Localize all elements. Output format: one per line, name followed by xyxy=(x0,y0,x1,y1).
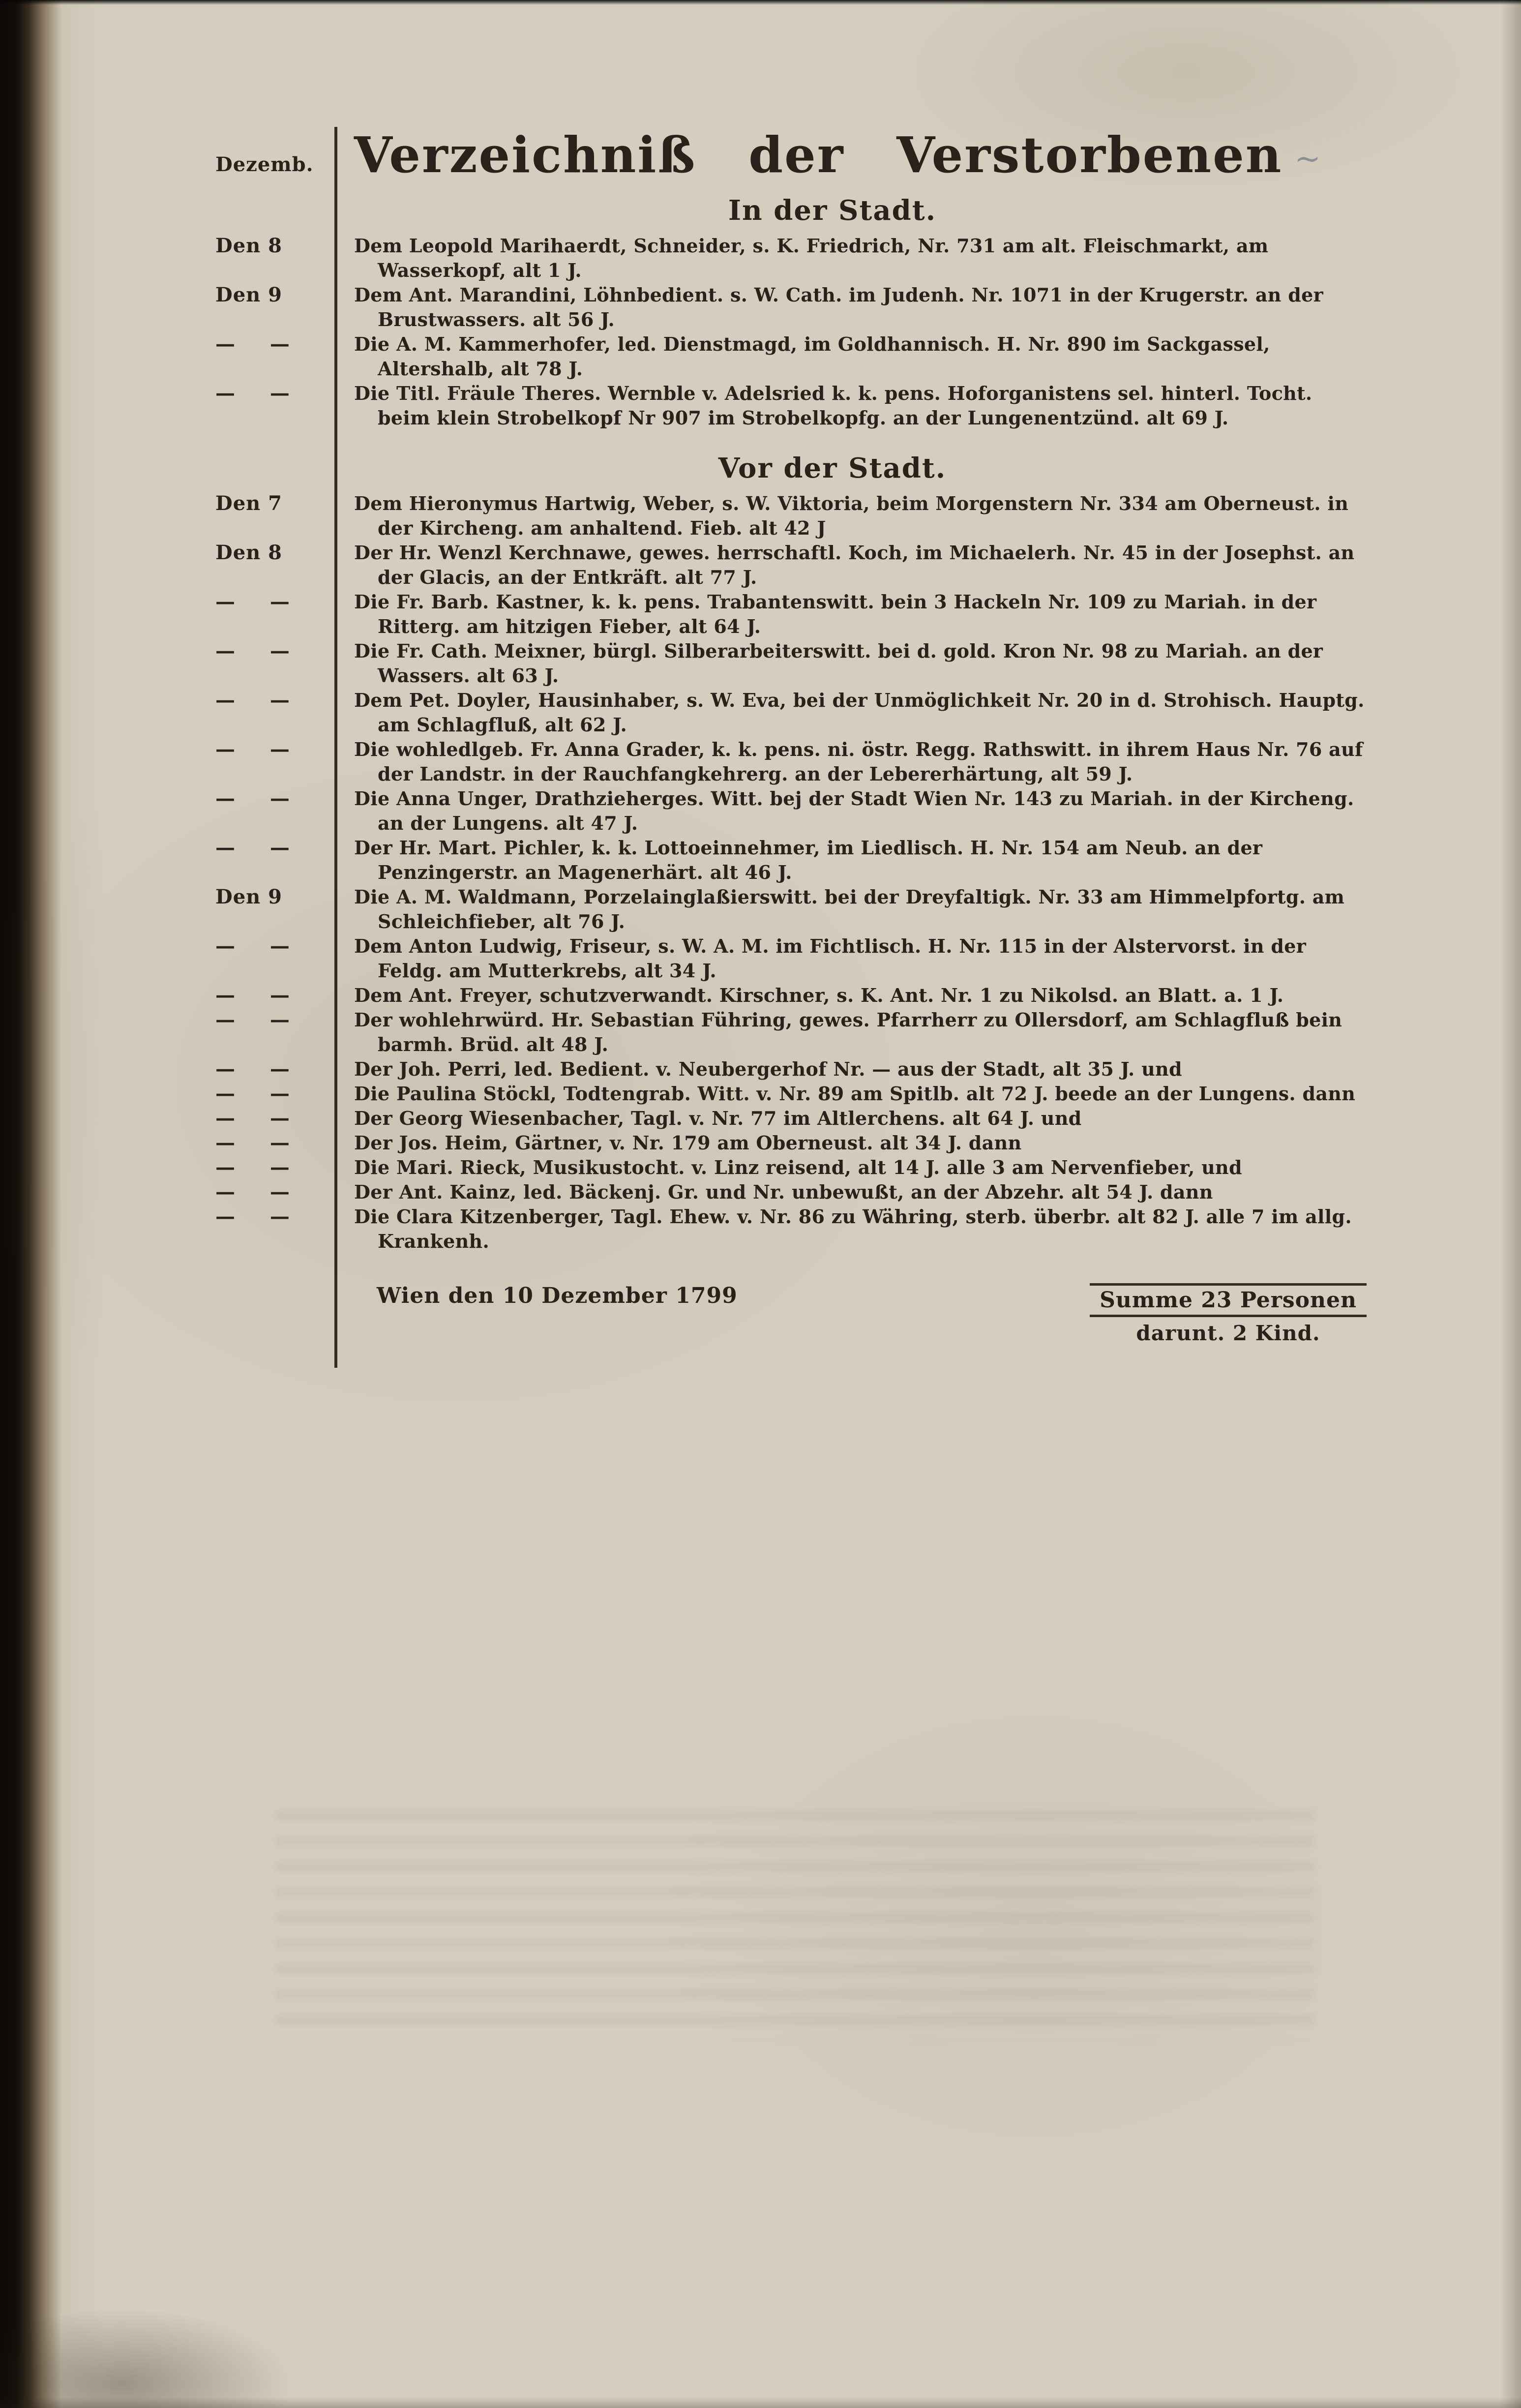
entry-text: Der Jos. Heim, Gärtner, v. Nr. 179 am Oberneust. alt 34 J. dann xyxy=(354,1132,1022,1154)
entry-date-ditto: — — xyxy=(215,738,290,761)
entry-text: Der Hr. Wenzl Kerchnawe, gewes. herrschaftl. Koch, im Michaelerh. Nr. 45 in der Josephst. an der Glacis, an der Entkräft. alt 77 J. xyxy=(354,542,1355,588)
header-row xyxy=(215,127,1373,183)
register-entry xyxy=(215,1131,1373,1155)
entry-date: Den 8 xyxy=(215,541,282,564)
entry-date-ditto: — — xyxy=(215,332,290,356)
date-spacer xyxy=(215,183,334,234)
entry-date-ditto: — — xyxy=(215,382,290,405)
entry-date-ditto: — — xyxy=(215,1057,290,1081)
register-entry xyxy=(215,491,1373,541)
entry-text: Die Clara Kitzenberger, Tagl. Ehew. v. Nr. 86 zu Währing, sterb. überbr. alt 82 J. alle 7 im allg. Krankenh. xyxy=(354,1205,1352,1252)
register-entry xyxy=(215,541,1373,590)
entry-text: Dem Ant. Marandini, Löhnbedient. s. W. Cath. im Judenh. Nr. 1071 in der Krugerstr. an der Brustwassers. alt 56 J. xyxy=(354,284,1323,331)
ink-bleed-through xyxy=(275,1810,1314,2041)
entry-date-ditto: — — xyxy=(215,1082,290,1105)
entry-text: Die A. M. Waldmann, Porzelainglaßierswitt. bei der Dreyfaltigk. Nr. 33 am Himmelpfortg. am Schleichfieber, alt 76 J. xyxy=(354,886,1345,933)
entry-text: Der Joh. Perri, led. Bedient. v. Neubergerhof Nr. — aus der Stadt, alt 35 J. und xyxy=(354,1058,1182,1080)
register-entry xyxy=(215,639,1373,688)
footer-place-date: Wien den 10 Dezember 1799 xyxy=(377,1283,738,1308)
title-flourish-mark: ~ xyxy=(1294,141,1318,178)
date-spacer xyxy=(215,430,334,491)
entry-text: Die Fr. Barb. Kastner, k. k. pens. Trabantenswitt. bein 3 Hackeln Nr. 109 zu Mariah. in der Ritterg. am hitzigen Fieber, alt 64 J. xyxy=(354,591,1317,637)
entry-text: Der Ant. Kainz, led. Bäckenj. Gr. und Nr. unbewußt, an der Abzehr. alt 54 J. dann xyxy=(354,1181,1213,1203)
month-label: Dezemb. xyxy=(215,153,314,176)
entry-text: Die Paulina Stöckl, Todtengrab. Witt. v. Nr. 89 am Spitlb. alt 72 J. beede an der Lungens. dann xyxy=(354,1083,1356,1105)
entry-text: Der Hr. Mart. Pichler, k. k. Lottoeinnehmer, im Liedlisch. H. Nr. 154 am Neub. an der Penzingerstr. an Magenerhärt. alt 46 J. xyxy=(354,837,1263,883)
register-entry xyxy=(215,836,1373,885)
entry-text: Die Titl. Fräule Theres. Wernble v. Adelsried k. k. pens. Hoforganistens sel. hinterl. Tocht. beim klein Strobelkopf Nr 907 im Strobelkopfg. an der Lungenentzünd. alt 69 J. xyxy=(354,382,1312,429)
register-entry xyxy=(215,590,1373,639)
entry-text: Dem Ant. Freyer, schutzverwandt. Kirschner, s. K. Ant. Nr. 1 zu Nikolsd. an Blatt. a. 1 J. xyxy=(354,984,1284,1006)
entry-date-ditto: — — xyxy=(215,689,290,712)
register-entry xyxy=(215,737,1373,786)
register-entry xyxy=(215,1180,1373,1204)
entry-date-ditto: — — xyxy=(215,836,290,859)
entry-text: Die A. M. Kammerhofer, led. Dienstmagd, im Goldhannisch. H. Nr. 890 im Sackgassel, Altershalb, alt 78 J. xyxy=(354,333,1270,380)
entry-date: Den 7 xyxy=(215,492,282,515)
register-entry xyxy=(215,381,1373,430)
summary-total: Summe 23 Personen xyxy=(1090,1283,1367,1317)
entry-text: Dem Anton Ludwig, Friseur, s. W. A. M. im Fichtlisch. H. Nr. 115 in der Alstervorst. in der Feldg. am Mutterkrebs, alt 34 J. xyxy=(354,935,1307,982)
register-entry xyxy=(215,1082,1373,1106)
entry-text: Die Fr. Cath. Meixner, bürgl. Silberarbeiterswitt. bei d. gold. Kron Nr. 98 zu Mariah. an der Wassers. alt 63 J. xyxy=(354,640,1323,687)
summary-detail: darunt. 2 Kind. xyxy=(1136,1321,1320,1345)
entry-date-ditto: — — xyxy=(215,787,290,810)
register-entry xyxy=(215,688,1373,737)
entry-date-ditto: — — xyxy=(215,1131,290,1154)
register-entry xyxy=(215,332,1373,381)
register-entry xyxy=(215,234,1373,283)
register-entry xyxy=(215,1204,1373,1254)
entry-text: Die Mari. Rieck, Musikustocht. v. Linz reisend, alt 14 J. alle 3 am Nervenfieber, und xyxy=(354,1156,1242,1178)
footer-row xyxy=(215,1254,1373,1368)
register-entry xyxy=(215,1155,1373,1180)
entry-date-ditto: — — xyxy=(215,1107,290,1130)
entry-date-ditto: — — xyxy=(215,639,290,662)
entry-date-ditto: — — xyxy=(215,1205,290,1228)
register-entry xyxy=(215,1057,1373,1082)
entry-text: Die wohledlgeb. Fr. Anna Grader, k. k. pens. ni. östr. Regg. Rathswitt. in ihrem Haus Nr. 76 auf der Landstr. in der Rauchfangkehrerg. an der Lebererhärtung, alt 59 J. xyxy=(354,738,1363,785)
entry-text: Der Georg Wiesenbacher, Tagl. v. Nr. 77 im Altlerchens. alt 64 J. und xyxy=(354,1107,1082,1129)
section-heading-row xyxy=(215,430,1373,491)
register-entry xyxy=(215,1106,1373,1131)
entry-text: Dem Pet. Doyler, Hausinhaber, s. W. Eva, bei der Unmöglichkeit Nr. 20 in d. Strohisch. Hauptg. am Schlagfluß, alt 62 J. xyxy=(354,689,1365,736)
register-entry xyxy=(215,1008,1373,1057)
entry-date: Den 9 xyxy=(215,885,282,908)
entry-text: Der wohlehrwürd. Hr. Sebastian Führing, gewes. Pfarrherr zu Ollersdorf, am Schlagfluß bein barmh. Brüd. alt 48 J. xyxy=(354,1009,1342,1055)
entry-text: Die Anna Unger, Drathzieherges. Witt. bej der Stadt Wien Nr. 143 zu Mariah. in der Kircheng. an der Lungens. alt 47 J. xyxy=(354,787,1354,834)
entry-date-ditto: — — xyxy=(215,590,290,613)
register-entry xyxy=(215,983,1373,1008)
entry-date-ditto: — — xyxy=(215,1008,290,1031)
section-heading-in-der-stadt: In der Stadt. xyxy=(728,194,937,227)
entry-text: Dem Hieronymus Hartwig, Weber, s. W. Viktoria, beim Morgenstern Nr. 334 am Oberneust. in der Kircheng. am anhaltend. Fieb. alt 42 J xyxy=(354,492,1349,539)
date-spacer xyxy=(215,1254,334,1368)
entry-text: Dem Leopold Marihaerdt, Schneider, s. K. Friedrich, Nr. 731 am alt. Fleischmarkt, am Wasserkopf, alt 1 J. xyxy=(354,235,1269,281)
entry-date-ditto: — — xyxy=(215,984,290,1007)
summary-block xyxy=(1090,1283,1367,1345)
register-entry xyxy=(215,885,1373,934)
entry-date: Den 9 xyxy=(215,283,282,306)
entry-date: Den 8 xyxy=(215,234,282,257)
register-entry xyxy=(215,283,1373,332)
title-cell xyxy=(334,127,1373,183)
section-heading-row xyxy=(215,183,1373,234)
entry-date-ditto: — — xyxy=(215,934,290,958)
register-entry xyxy=(215,786,1373,836)
page-title xyxy=(354,127,1370,183)
entry-date-ditto: — — xyxy=(215,1156,290,1179)
section-heading-vor-der-stadt: Vor der Stadt. xyxy=(718,452,947,484)
page-title-text: Verzeichniß der Verstorbenen xyxy=(354,126,1283,184)
register-entry xyxy=(215,934,1373,983)
entry-date-ditto: — — xyxy=(215,1180,290,1204)
register-sheet xyxy=(0,127,1521,1368)
